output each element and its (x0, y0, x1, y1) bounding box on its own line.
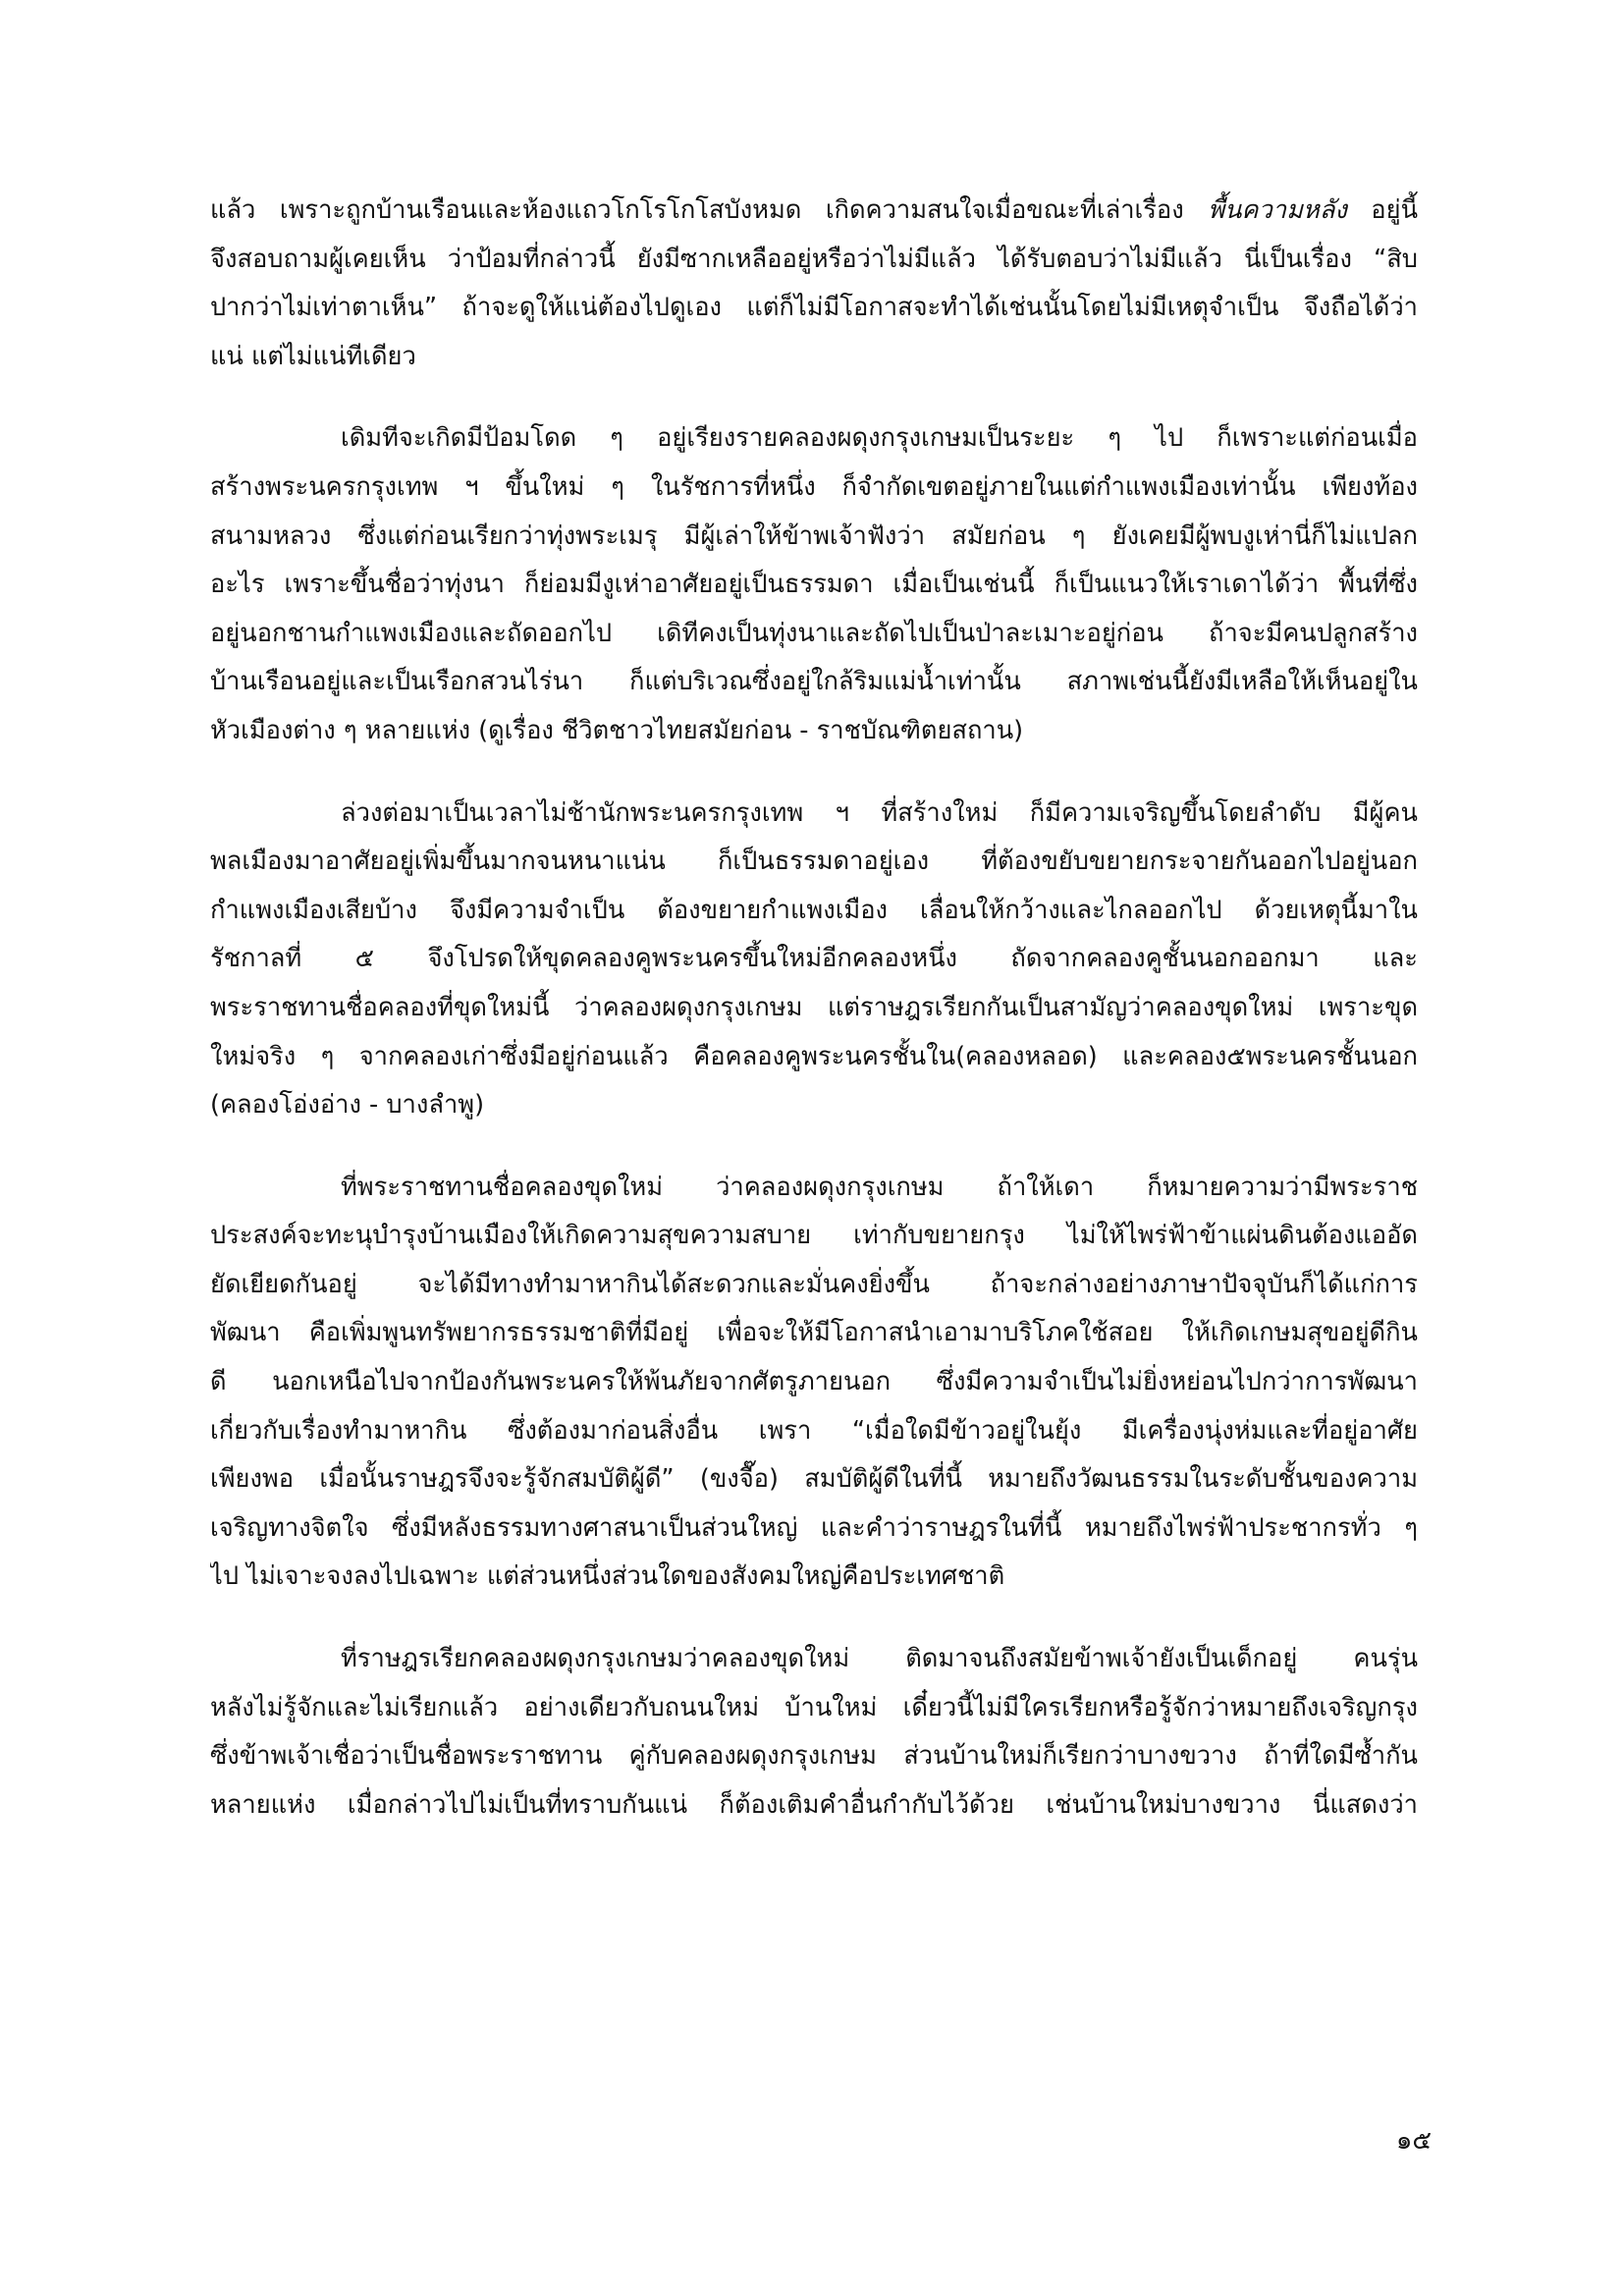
text-line: เพียงพอ เมื่อนั้นราษฎรจึงจะรู้จักสมบัติผู้ดี” (ขงจื๊อ) สมบัติผู้ดีในที่นี้ หมายถึงวัฒนธรรมในระดับชั้นของความ (210, 1464, 1418, 1495)
text-line: หลายแห่ง เมื่อกล่าวไปไม่เป็นที่ทราบกันแน่ ก็ต้องเติมคำอื่นกำกับไว้ด้วย เช่นบ้านใหม่บางขวาง นี่แสดงว่า (210, 1789, 1418, 1820)
text-line: เกี่ยวกับเรื่องทำมาหากิน ซึ่งต้องมาก่อนสิ่งอื่น เพรา “เมื่อใดมีข้าวอยู่ในยุ้ง มีเครื่องนุ่งห่มและที่อยู่อาศัย (210, 1415, 1418, 1446)
text-line: กำแพงเมืองเสียบ้าง จึงมีความจำเป็น ต้องขยายกำแพงเมือง เลื่อนให้กว้างและไกลออกไป ด้วยเหตุนี้มาใน (210, 895, 1418, 925)
text-line: ที่พระราชทานชื่อคลองขุดใหม่ ว่าคลองผดุงกรุงเกษม ถ้าให้เดา ก็หมายความว่ามีพระราช (341, 1172, 1418, 1202)
text-line: อยู่นอกชานกำแพงเมืองและถัดออกไป เดิทีคงเป็นทุ่งนาและถัดไปเป็นป่าละเมาะอยู่ก่อน ถ้าจะมีคนปลูกสร้าง (210, 618, 1418, 648)
text-line: ประสงค์จะทะนุบำรุงบ้านเมืองให้เกิดความสุขความสบาย เท่ากับขยายกรุง ไม่ให้ไพร่ฟ้าข้าแผ่นดินต้องแออัด (210, 1221, 1418, 1251)
text-line: จึงสอบถามผู้เคยเห็น ว่าป้อมที่กล่าวนี้ ยังมีซากเหลืออยู่หรือว่าไม่มีแล้ว ได้รับตอบว่าไม่มีแล้ว นี่เป็นเรื่อง “สิบ (210, 244, 1418, 274)
text-line: รัชกาลที่ ๕ จึงโปรดให้ขุดคลองคูพระนครขึ้นใหม่อีกคลองหนึ่ง ถัดจากคลองคูชั้นนอกออกมา และ (210, 944, 1418, 974)
text-line: ที่ราษฎรเรียกคลองผดุงกรุงเกษมว่าคลองขุดใหม่ ติดมาจนถึงสมัยข้าพเจ้ายังเป็นเด็กอยู่ คนรุ่น (341, 1644, 1418, 1674)
text-run: อยู่นี้ (1346, 195, 1418, 225)
paragraph (210, 1635, 1418, 1830)
page-number: ๑๕ (1395, 2126, 1432, 2156)
text-line: หัวเมืองต่าง ๆ หลายแห่ง (ดูเรื่อง ชีวิตชาวไทยสมัยก่อน - ราชบัณฑิตยสถาน) (210, 715, 1024, 745)
text-line: หลังไม่รู้จักและไม่เรียกแล้ว อย่างเดียวกับถนนใหม่ บ้านใหม่ เดี๋ยวนี้ไม่มีใครเรียกหรือรู้จักว่าหมายถึงเจริญกรุง (210, 1692, 1418, 1722)
text-line: พลเมืองมาอาศัยอยู่เพิ่มขึ้นมากจนหนาแน่น ก็เป็นธรรมดาอยู่เอง ที่ต้องขยับขยายกระจายกันออกไปอยู่นอก (210, 847, 1418, 877)
text-line: (คลองโอ่งอ่าง - บางลำพู) (210, 1090, 485, 1121)
text-line: แน่ แต่ไม่แน่ทีเดียว (210, 341, 416, 371)
text-run: แล้ว เพราะถูกบ้านเรือนและห้องแถวโกโรโกโสบังหมด เกิดความสนใจเมื่อขณะที่เล่าเรื่อง (210, 195, 1209, 225)
text-line: บ้านเรือนอยู่และเป็นเรือกสวนไร่นา ก็แต่บริเวณซึ่งอยู่ใกล้ริมแม่น้ำเท่านั้น สภาพเช่นนี้ยังมีเหลือให้เห็นอยู่ใน (210, 667, 1418, 697)
paragraph (210, 414, 1418, 755)
text-line: พระราชทานชื่อคลองที่ขุดใหม่นี้ ว่าคลองผดุงกรุงเกษม แต่ราษฎรเรียกกันเป็นสามัญว่าคลองขุดใหม่ เพราะขุด (210, 992, 1418, 1022)
paragraph (210, 1164, 1418, 1602)
text-line (210, 187, 1418, 236)
text-line: ซึ่งข้าพเจ้าเชื่อว่าเป็นชื่อพระราชทาน คู่กับคลองผดุงกรุงเกษม ส่วนบ้านใหม่ก็เรียกว่าบางขวาง ถ้าที่ใดมีซ้ำกัน (210, 1741, 1418, 1772)
text-line: อะไร เพราะขึ้นชื่อว่าทุ่งนา ก็ย่อมมีงูเห่าอาศัยอยู่เป็นธรรมดา เมื่อเป็นเช่นนี้ ก็เป็นแนวให้เราเดาได้ว่า พื้นที่ซึ่ง (210, 570, 1418, 600)
text-line: ยัดเยียดกันอยู่ จะได้มีทางทำมาหากินได้สะดวกและมั่นคงยิ่งขึ้น ถ้าจะกล่างอย่างภาษาปัจจุบันก็ได้แก่การ (210, 1269, 1418, 1299)
text-line: เจริญทางจิตใจ ซึ่งมีหลังธรรมทางศาสนาเป็นส่วนใหญ่ และคำว่าราษฎรในที่นี้ หมายถึงไพร่ฟ้าประชากรทั่ว ๆ (210, 1512, 1418, 1543)
body-text (210, 187, 1418, 1863)
text-line: ดี นอกเหนือไปจากป้องกันพระนครให้พ้นภัยจากศัตรูภายนอก ซึ่งมีความจำเป็นไม่ยิ่งหย่อนไปกว่าการพัฒนา (210, 1367, 1418, 1397)
emphasized-title: พื้นความหลัง (1208, 195, 1347, 225)
paragraph (210, 187, 1418, 381)
paragraph (210, 790, 1418, 1130)
text-line: สนามหลวง ซึ่งแต่ก่อนเรียกว่าทุ่งพระเมรุ มีผู้เล่าให้ข้าพเจ้าฟังว่า สมัยก่อน ๆ ยังเคยมีผู้พบงูเห่านี่ก็ไม่แปลก (210, 520, 1418, 551)
text-line: ล่วงต่อมาเป็นเวลาไม่ช้านักพระนครกรุงเทพ ฯ ที่สร้างใหม่ ก็มีความเจริญขึ้นโดยลำดับ มีผู้คน (341, 797, 1418, 828)
text-line: ไป ไม่เจาะจงลงไปเฉพาะ แต่ส่วนหนึ่งส่วนใดของสังคมใหญ่คือประเทศชาติ (210, 1561, 1005, 1592)
text-line: ปากว่าไม่เท่าตาเห็น” ถ้าจะดูให้แน่ต้องไปดูเอง แต่ก็ไม่มีโอกาสจะทำได้เช่นนั้นโดยไม่มีเหตุจำเป็น จึงถือได้ว่า (210, 293, 1418, 323)
text-line: เดิมทีจะเกิดมีป้อมโดด ๆ อยู่เรียงรายคลองผดุงกรุงเกษมเป็นระยะ ๆ ไป ก็เพราะแต่ก่อนเมื่อ (341, 423, 1418, 454)
text-line: สร้างพระนครกรุงเทพ ฯ ขึ้นใหม่ ๆ ในรัชการที่หนึ่ง ก็จำกัดเขตอยู่ภายในแต่กำแพงเมืองเท่านั้น เพียงท้อง (210, 471, 1418, 502)
text-line: ใหม่จริง ๆ จากคลองเก่าซึ่งมีอยู่ก่อนแล้ว คือคลองคูพระนครชั้นใน(คลองหลอด) และคลอง๕พระนครชั้นนอก (210, 1041, 1418, 1071)
text-line: พัฒนา คือเพิ่มพูนทรัพยากรธรรมชาติที่มีอยู่ เพื่อจะให้มีโอกาสนำเอามาบริโภคใช้สอย ให้เกิดเกษมสุขอยู่ดีกิน (210, 1318, 1418, 1348)
